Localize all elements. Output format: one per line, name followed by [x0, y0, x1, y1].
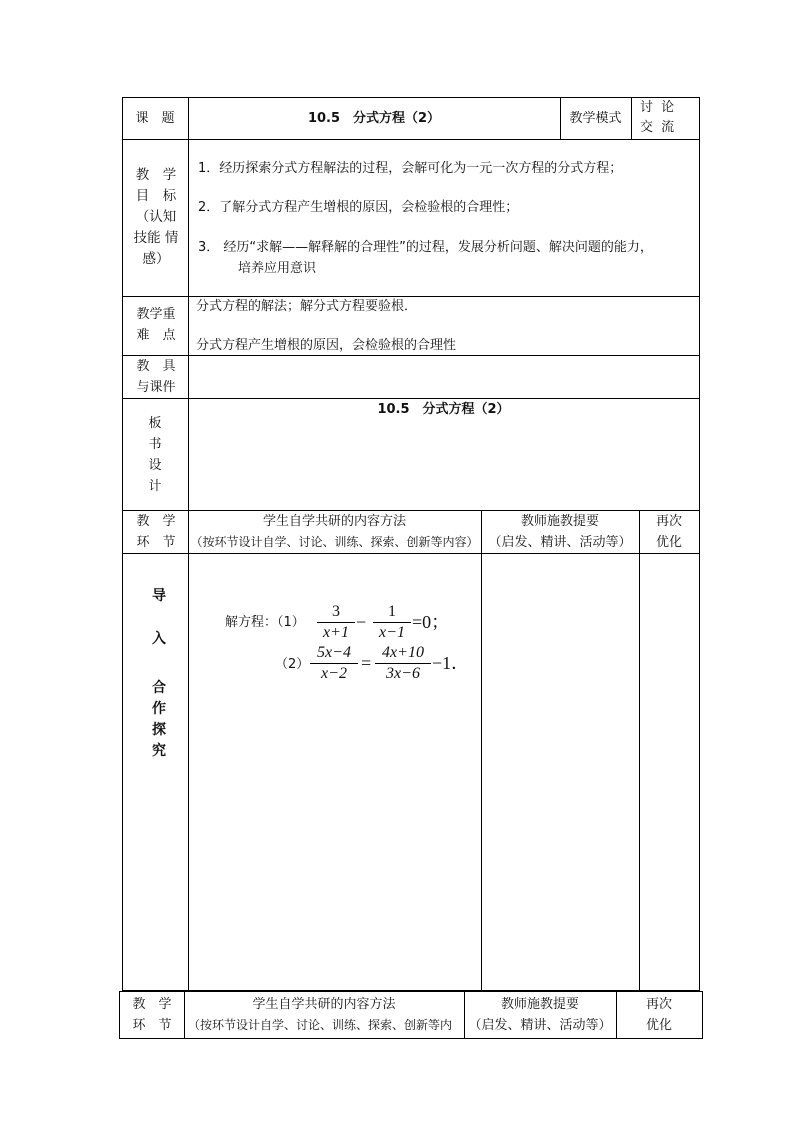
row-divider-1	[122, 139, 700, 140]
col-divider-teacher	[639, 510, 640, 991]
eq2-fraction-2	[375, 644, 431, 683]
eq2-denominator-1: x−2	[321, 665, 347, 682]
eq1-denominator-1: x+1	[323, 624, 349, 641]
eq2-numerator-1: 5x−4	[317, 644, 351, 661]
col-teacher-note: （启发、精讲、活动等）	[488, 535, 632, 550]
col-content-header: 学生自学共研的内容方法	[262, 514, 406, 529]
stage-col-divider	[188, 553, 189, 991]
table2-border-left	[119, 991, 120, 1039]
keypoints-difficulty: 分式方程产生增根的原因，会检验根的合理性	[196, 338, 457, 353]
stage-cooperate: 合 作 探 究	[152, 680, 166, 759]
col-divider-label	[188, 97, 189, 553]
table2-teacher-header: 教师施教提要	[500, 997, 579, 1012]
table2-content-header: 学生自学共研的内容方法	[252, 997, 396, 1012]
eq1-fraction-2	[373, 603, 411, 642]
eq2-rhs: −1．	[432, 653, 470, 673]
col-content-note: （按环节设计自学、讨论、训练、探索、创新等内容）	[190, 535, 479, 549]
topic-value: 10.5 分式方程（2）	[307, 111, 441, 126]
board-title: 10.5 分式方程（2）	[377, 402, 510, 417]
eq1-fraction-bar-1	[317, 622, 355, 623]
table2-content-note: （按环节设计自学、讨论、训练、探索、创新等内	[188, 1018, 453, 1032]
eq2-fraction-bar-2	[375, 663, 431, 664]
col-divider-content	[481, 510, 482, 991]
eq2-equals: =	[361, 653, 372, 673]
eq1-numerator-2: 1	[388, 603, 396, 620]
tools-label: 教 具 与课件	[136, 359, 176, 395]
stage-intro: 导 入	[152, 588, 166, 647]
col-divider-mode	[631, 97, 632, 140]
eq2-fraction-1	[310, 644, 358, 683]
table-border-left	[122, 97, 123, 991]
col-stage-header: 教 学 环 节	[136, 514, 176, 550]
table2-teacher-note: （启发、精讲、活动等）	[468, 1018, 612, 1033]
table2-border-right	[702, 991, 703, 1039]
eq2-label: （2）	[275, 657, 310, 672]
mode-value: 讨 论 交 流	[640, 100, 677, 135]
topic-label: 课 题	[135, 111, 175, 126]
table2-optimize-header: 再次 优化	[645, 997, 672, 1033]
eq2-denominator-2: 3x−6	[386, 665, 420, 682]
eq1-fraction-1	[317, 603, 355, 642]
table2-stage-header: 教 学 环 节	[132, 997, 172, 1033]
mode-label: 教学模式	[569, 111, 622, 126]
table2-col-3	[616, 991, 617, 1039]
col-optimize-header: 再次 优化	[655, 514, 682, 550]
eq1-fraction-bar-2	[373, 622, 411, 623]
table-border-top	[122, 97, 700, 98]
goal-item-3: 3． 经历“求解——解释解的合理性”的过程，发展分析问题、解决问题的能力，	[198, 240, 653, 255]
equation-prompt: 解方程：（1）	[225, 615, 305, 630]
goal-item-3-cont: 培养应用意识	[238, 261, 317, 276]
eq1-denominator-2: x−1	[379, 624, 405, 641]
eq2-fraction-bar-1	[310, 663, 358, 664]
eq1-minus: −	[356, 612, 367, 632]
keypoints-key: 分式方程的解法；解分式方程要验根．	[196, 299, 418, 314]
eq1-rhs: =0；	[412, 612, 450, 632]
col-teacher-header: 教师施教提要	[520, 514, 599, 529]
table-border-right	[699, 97, 700, 991]
keypoints-label: 教学重 难 点	[136, 307, 176, 343]
eq2-numerator-2: 4x+10	[382, 644, 424, 661]
board-label: 板 书 设 计	[148, 416, 162, 494]
row-divider-6	[122, 553, 700, 554]
goal-item-2: 2．了解分式方程产生增根的原因，会检验根的合理性；	[198, 200, 519, 215]
goals-label: 教 学 目 标 （认知 技能 情感）	[133, 167, 179, 267]
eq1-numerator-1: 3	[332, 603, 340, 620]
goal-item-1: 1．经历探索分式方程解法的过程，会解可化为一元一次方程的分式方程；	[198, 161, 623, 176]
